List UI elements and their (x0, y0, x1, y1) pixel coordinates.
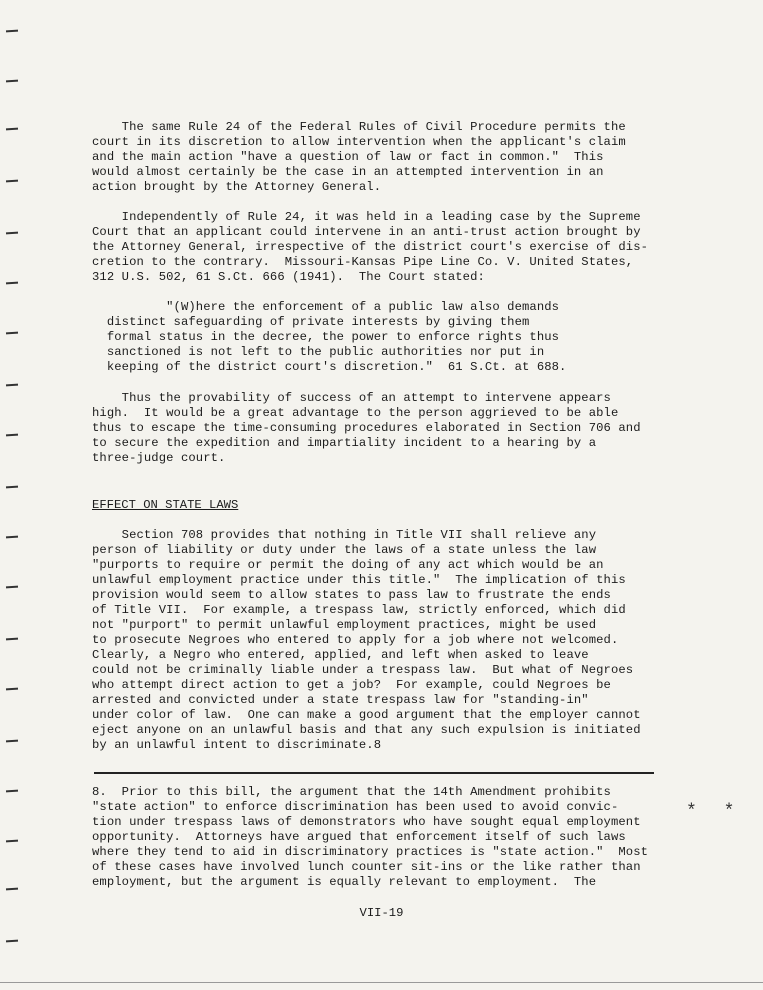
paragraph-independently: Independently of Rule 24, it was held in a leading case by the Supreme Court that an applicant could intervene in an anti-trust action brought by the Attorney General, irrespective of the district court's exercise of dis- cretion to the contrary. Missouri-Kansas Pipe Line Co. V. United States, 312 U.S. 502, 61 S.Ct. 666 (1941). The Court stated: (92, 210, 649, 284)
paragraph-section-708: Section 708 provides that nothing in Title VII shall relieve any person of liability or duty under the laws of a state unless the law "purports to require or permit the doing of any act which would be an unlawful employment practice under this title." The implication of this provision would seem to allow states to pass law to frustrate the ends of Title VII. For example, a trespass law, strictly enforced, which did not "purport" to permit unlawful employment practices, might be used to prosecute Negroes who entered to apply for a job where not welcomed. Clearly, a Negro who entered, applied, and left when asked to leave could not be criminally liable under a trespass law. But what of Negroes who attempt direct action to get a job? For example, could Negroes be arrested and convicted under a state trespass law for "standing-in" under color of law. One can make a good argument that the employer cannot eject anyone on an unlawful basis and that any such expulsion is initiated by an unlawful intent to discriminate.8 (92, 528, 641, 752)
margin-mark (6, 790, 18, 793)
margin-mark (6, 332, 18, 335)
margin-mark (6, 30, 18, 33)
margin-mark (6, 940, 18, 943)
paragraph-rule-24: The same Rule 24 of the Federal Rules of Civil Procedure permits the court in its discretion to allow intervention when the applicant's claim and the main action "have a question of law or fact in common." This would almost certainly be the case in an attempted intervention in an action brought by the Attorney General. (92, 120, 626, 194)
block-quote: "(W)here the enforcement of a public law also demands distinct safeguarding of private interests by giving them formal status in the decree, the power to enforce rights thus sanctioned is not left to the public authorities nor put in keeping of the district court's discretion." 61 S.Ct. at 688. (106, 300, 567, 374)
margin-mark (6, 232, 18, 235)
margin-mark (6, 840, 18, 843)
margin-mark (6, 486, 18, 489)
margin-asterisks: * * (686, 802, 743, 822)
page-number: VII-19 (359, 906, 404, 920)
margin-mark (6, 888, 18, 891)
margin-mark (6, 128, 18, 131)
margin-mark (6, 434, 18, 437)
margin-mark (6, 80, 18, 83)
margin-mark (6, 586, 18, 589)
paragraph-probability: Thus the provability of success of an attempt to intervene appears high. It would be a great advantage to the person aggrieved to be able thus to escape the time-consuming procedures elaborated in Section 706 and to secure the expedition and impartiality incident to a hearing by a three-judge court. (92, 391, 641, 465)
margin-mark (6, 282, 18, 285)
margin-mark (6, 180, 18, 183)
margin-mark (6, 638, 18, 641)
margin-mark (6, 384, 18, 387)
margin-mark (6, 536, 18, 539)
footnote-divider (94, 772, 654, 774)
section-heading: EFFECT ON STATE LAWS (92, 498, 239, 512)
margin-mark (6, 740, 18, 743)
page-bottom-edge (0, 982, 763, 983)
margin-mark (6, 688, 18, 691)
footnote-8: 8. Prior to this bill, the argument that the 14th Amendment prohibits "state action" to enforce discrimination has been used to avoid convic- tion under trespass laws of demonstrators who have sought equal employment opportunity. Attorneys have argued that enforcement itself of such laws where they tend to aid in discriminatory practices is "state action." Most of these cases have involved lunch counter sit-ins or the like rather than employment, but the argument is equally relevant to employment. The (92, 785, 649, 889)
